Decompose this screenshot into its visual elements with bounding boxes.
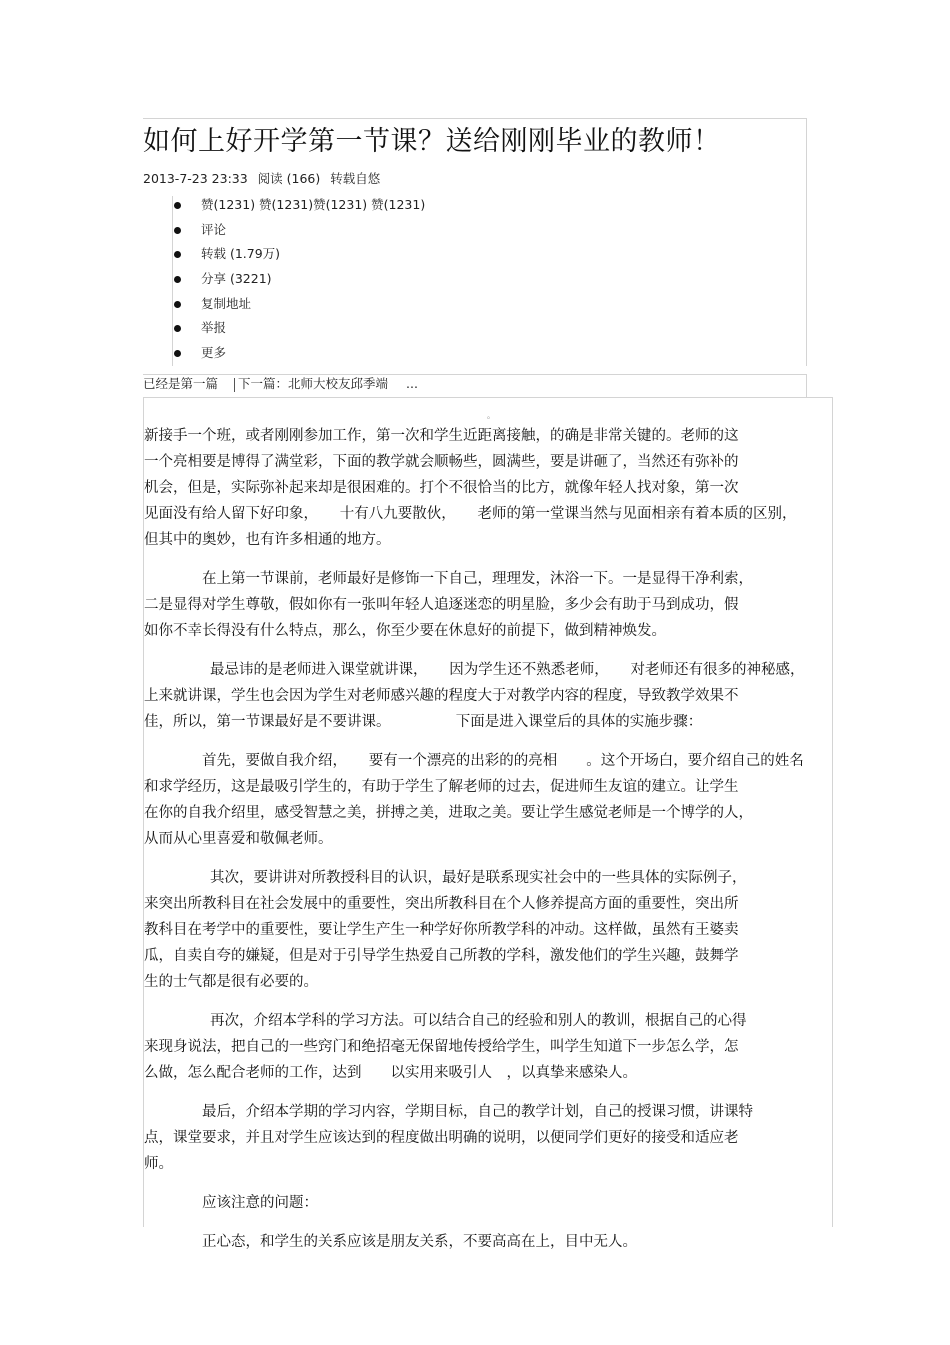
header-box-top-border [143, 118, 807, 119]
body-paragraph [144, 1008, 820, 1086]
repost-action[interactable] [174, 245, 425, 270]
text-line: 么做，怎么配合老师的工作，达到 以实用来吸引人 ，以真挚来感染人。 [144, 1065, 637, 1081]
bullet-icon [174, 251, 181, 258]
more-action[interactable] [174, 344, 425, 369]
text-line: 从而从心里喜爱和敬佩老师。 [144, 831, 333, 847]
text-line: 师。 [144, 1156, 173, 1172]
article-meta [143, 171, 386, 187]
text-line: 见面没有给人留下好印象， 十有八九要散伙， 老师的第一堂课当然与见面相亲有着本质的区别， [144, 506, 797, 522]
more-label: 更多 [201, 345, 227, 361]
report-label: 举报 [201, 320, 227, 336]
text-line: 教科目在考学中的重要性，要让学生产生一种学好你所教学科的冲动。这样做，虽然有王婆卖 [144, 922, 739, 938]
article-title: 如何上好开学第一节课？送给刚刚毕业的教师！ [143, 126, 721, 157]
post-navigation [143, 376, 418, 392]
text-line: 点，课堂要求，并且对学生应该达到的程度做出明确的说明，以便同学们更好的接受和适应老 [144, 1130, 739, 1146]
share-label: 分享 (3221) [201, 271, 272, 287]
text-line: 上来就讲课，学生也会因为学生对老师感兴趣的程度大于对教学内容的程度，导致教学效果不 [144, 688, 739, 704]
text-line: 来现身说法，把自己的一些窍门和绝招毫无保留地传授给学生，叫学生知道下一步怎么学，怎 [144, 1039, 739, 1055]
text-line: 生的士气都是很有必要的。 [144, 974, 318, 990]
bullet-icon [174, 276, 181, 283]
prev-post-label: 已经是第一篇 [143, 376, 219, 391]
nav-separator [234, 378, 235, 392]
post-datetime: 2013-7-23 23:33 [143, 171, 248, 186]
bullet-icon [174, 301, 181, 308]
copy-link-action[interactable] [174, 295, 425, 320]
bullet-icon [174, 227, 181, 234]
text-line: 机会，但是，实际弥补起来却是很困难的。打个不很恰当的比方，就像年轻人找对象，第一次 [144, 480, 739, 496]
text-line: 一个亮相要是博得了满堂彩，下面的教学就会顺畅些，圆满些，要是讲砸了，当然还有弥补的 [144, 454, 739, 470]
body-paragraph [144, 748, 820, 852]
body-paragraph [144, 1229, 820, 1255]
body-paragraph [144, 1099, 820, 1177]
article-body [144, 423, 820, 1268]
text-line: 应该注意的问题： [202, 1195, 318, 1211]
content-marker: 。 [487, 411, 495, 420]
text-line: 瓜，自卖自夸的嫌疑，但是对于引导学生热爱自己所教的学科，激发他们的学生兴趣，鼓舞学 [144, 948, 739, 964]
text-line: 最后，介绍本学期的学习内容，学期目标，自己的教学计划，自己的授课习惯，讲课特 [202, 1104, 753, 1120]
repost-source-link[interactable]: 转载自悠 [330, 171, 381, 186]
share-action[interactable] [174, 270, 425, 295]
text-line: 如你不幸长得没有什么特点，那么，你至少要在休息好的前提下，做到精神焕发。 [144, 623, 666, 639]
content-box-top-border [143, 397, 833, 398]
comment-label: 评论 [201, 221, 227, 237]
repost-label: 转载 (1.79万) [201, 246, 281, 262]
body-paragraph [144, 657, 820, 735]
bullet-icon [174, 325, 181, 332]
text-line: 在你的自我介绍里，感受智慧之美，拼搏之美，进取之美。要让学生感觉老师是一个博学的人， [144, 805, 753, 821]
text-line: 其次，要讲讲对所教授科目的认识，最好是联系现实社会中的一些具体的实际例子， [210, 870, 747, 886]
article-actions-list [174, 196, 425, 369]
copy-link-label: 复制地址 [201, 295, 252, 311]
text-line: 首先，要做自我介绍， 要有一个漂亮的出彩的的亮相 。这个开场白，要介绍自己的姓名 [202, 753, 804, 769]
next-post-link[interactable]: 下一篇：北师大校友邱季端 [238, 376, 389, 391]
bullet-icon [174, 350, 181, 357]
nav-box-top-border [143, 374, 807, 375]
text-line: 来突出所教科目在社会发展中的重要性，突出所教科目在个人修养提高方面的重要性，突出所 [144, 896, 739, 912]
like-action[interactable] [174, 196, 425, 221]
comment-action[interactable] [174, 221, 425, 246]
text-line: 和求学经历，这是最吸引学生的，有助于学生了解老师的过去，促进师生友谊的建立。让学生 [144, 779, 739, 795]
text-line: 但其中的奥妙，也有许多相通的地方。 [144, 532, 391, 548]
bullet-icon [174, 202, 181, 209]
text-line: 最忌讳的是老师进入课堂就讲课， 因为学生还不熟悉老师， 对老师还有很多的神秘感， [210, 662, 805, 678]
body-paragraph [144, 423, 820, 553]
like-label: 赞(1231) 赞(1231)赞(1231) 赞(1231) [201, 197, 426, 212]
content-box-right-border [832, 397, 833, 1227]
next-post-ellipsis: ... [406, 376, 418, 391]
header-box-right-border [806, 118, 807, 366]
text-line: 正心态，和学生的关系应该是朋友关系，不要高高在上，目中无人。 [202, 1234, 637, 1250]
text-line: 在上第一节课前，老师最好是修饰一下自己，理理发，沐浴一下。一是显得干净利索， [202, 571, 753, 587]
text-line: 再次，介绍本学科的学习方法。可以结合自己的经验和别人的教训，根据自己的心得 [210, 1013, 747, 1029]
text-line: 新接手一个班，或者刚刚参加工作，第一次和学生近距离接触，的确是非常关键的。老师的这 [144, 428, 739, 444]
read-count: 阅读 (166) [257, 171, 321, 186]
text-line: 二是显得对学生尊敬，假如你有一张叫年轻人追逐迷恋的明星脸，多少会有助于马到成功，假 [144, 597, 739, 613]
report-action[interactable] [174, 319, 425, 344]
body-paragraph [144, 865, 820, 995]
body-paragraph [144, 566, 820, 644]
actions-left-border [172, 196, 173, 366]
body-paragraph [144, 1190, 820, 1216]
text-line: 佳，所以，第一节课最好是不要讲课。 下面是进入课堂后的具体的实施步骤： [144, 714, 703, 730]
nav-box-right-border [806, 374, 807, 397]
